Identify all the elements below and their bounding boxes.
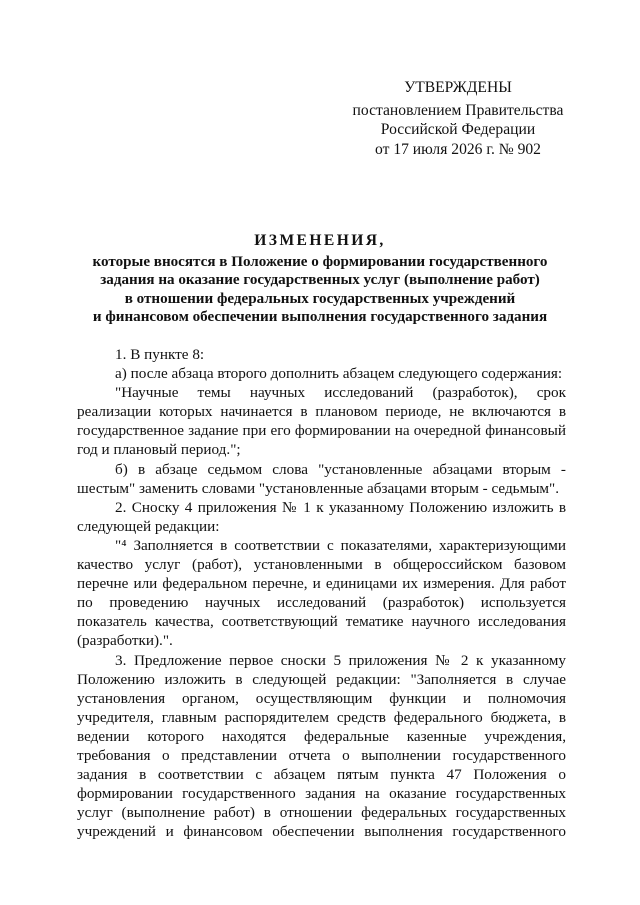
approval-heading: УТВЕРЖДЕНЫ [404,79,512,96]
paragraph-item-1: 1. В пункте 8: [115,346,205,363]
paragraph-item-3: 3. Предложение первое сноски 5 приложения № 2 к указанному Положению изложить в следующей редакции: "Заполняется в случае установления органом, осуществляющим функции и полномочия учредителя, главным распорядителем средств федерального бюджета, в ведении которого находятся федеральные казенные учреждения, требования о представлении отчета о выполнении государственного задания в соответствии с абзацем пятым пункта 47 Положения о формировании государственного задания на оказание государственных услуг (выполнение работ) в отношении федеральных государственных учреждений и финансовом обеспечении выполнения государственного [77,651,566,841]
subtitle-line-3: в отношении федеральных государственных учреждений [124,290,516,307]
paragraph-item-1b: б) в абзаце седьмом слова "установленные абзацами вторым - шестым" заменить словами "установленные абзацами вторым - седьмым". [77,460,566,497]
document-body [77,345,566,841]
subtitle-line-4: и финансовом обеспечении выполнения государственного задания [92,309,548,326]
document-subtitle [70,253,570,327]
subtitle-line-2: задания на оказание государственных услуг (выполнение работ) [100,272,540,289]
subtitle-line-1: которые вносятся в Положение о формировании государственного [92,254,548,270]
approval-line-2: Российской Федерации [380,121,536,138]
approval-line-1: постановлением Правительства [352,101,564,119]
paragraph-quote-1: "Научные темы научных исследований (разработок), срок реализации которых начинается в плановом периоде, не включаются в государственное задание при его формировании на очередной финансовый год и плановый период."; [77,384,566,459]
approval-line-3: от 17 июля 2026 г. № 902 [375,140,541,158]
paragraph-item-1a: а) после абзаца второго дополнить абзацем следующего содержания: [115,365,563,383]
paragraph-item-2: 2. Сноску 4 приложения № 1 к указанному Положению изложить в следующей редакции: [77,498,566,535]
approval-stamp [340,78,576,159]
document-title: ИЗМЕНЕНИЯ, [254,232,386,249]
paragraph-footnote-4: "⁴ Заполняется в соответствии с показателями, характеризующими качество услуг (работ), установленными в общероссийском базовом перечне или федеральном перечне, и единицами их измерения. Для работ по проведению научных исследований (разработок) используется показатель качества, соответствующий тематике научного исследования (разработки).". [77,536,566,650]
